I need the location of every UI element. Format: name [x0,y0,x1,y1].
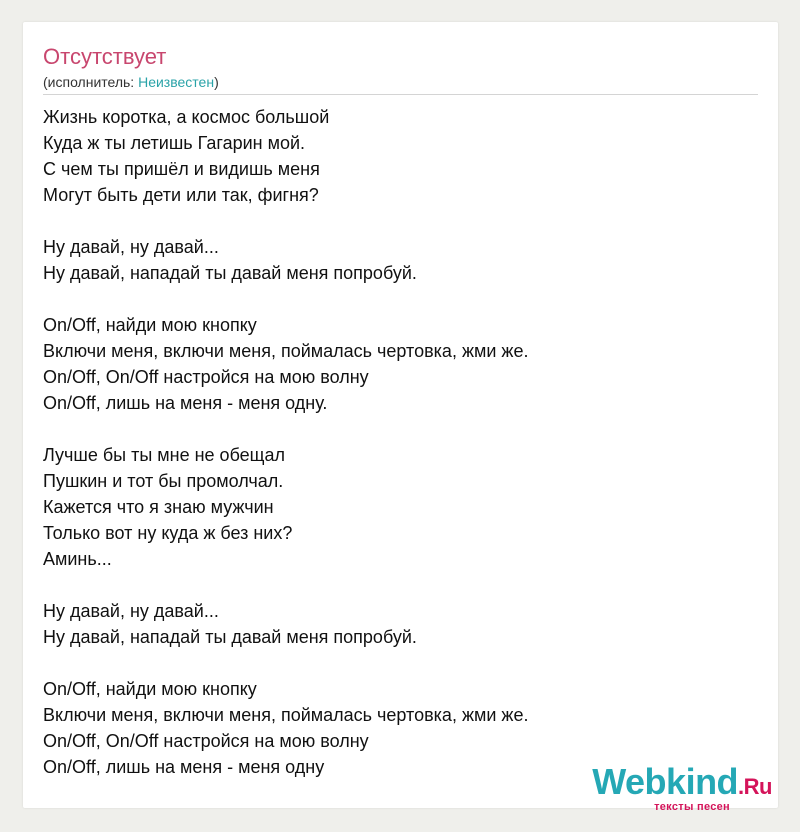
lyrics-line: On/Off, найди мою кнопку [43,679,257,699]
logo-brand-main: Webkind [592,761,739,802]
artist-line [43,73,219,91]
lyrics-line: Пушкин и тот бы промолчал. [43,471,284,491]
lyrics-blank-line [43,208,758,234]
lyrics-line: Включи меня, включи меня, поймалась чертовка, жми же. [43,341,529,361]
lyrics-line: Ну давай, ну давай... [43,601,219,621]
lyrics-line: On/Off, On/Off настройся на мою волну [43,367,369,387]
lyrics-line: Ну давай, нападай ты давай меня попробуй. [43,263,417,283]
lyrics-blank-line [43,416,758,442]
lyrics-blank-line [43,650,758,676]
lyrics-line: On/Off, лишь на меня - меня одну. [43,393,328,413]
lyrics-line: Ну давай, нападай ты давай меня попробуй. [43,627,417,647]
header-divider [43,94,758,95]
lyrics-blank-line [43,572,758,598]
lyrics-line: Ну давай, ну давай... [43,237,219,257]
lyrics-text [43,104,758,780]
lyrics-line: On/Off, лишь на меня - меня одну [43,757,325,777]
lyrics-line: Кажется что я знаю мужчин [43,497,274,517]
lyrics-line: Аминь... [43,549,112,569]
lyrics-line: С чем ты пришёл и видишь меня [43,159,320,179]
lyrics-line: On/Off, найди мою кнопку [43,315,257,335]
lyrics-line: Куда ж ты летишь Гагарин мой. [43,133,306,153]
artist-link[interactable]: Неизвестен [138,74,215,90]
lyrics-line: Могут быть дети или так, фигня? [43,185,319,205]
lyrics-line: Только вот ну куда ж без них? [43,523,293,543]
lyrics-blank-line [43,286,758,312]
logo-tagline: тексты песен [654,801,730,813]
artist-prefix: (исполнитель: [43,74,139,90]
logo-brand-tld: .Ru [738,774,772,799]
lyrics-line: On/Off, On/Off настройся на мою волну [43,731,369,751]
artist-suffix: ) [214,74,219,90]
webkind-logo[interactable] [592,761,772,813]
song-title: Отсутствует [43,44,167,69]
logo-wordmark [592,761,772,802]
lyrics-line: Лучше бы ты мне не обещал [43,445,286,465]
lyrics-line: Жизнь коротка, а космос большой [43,107,330,127]
lyrics-line: Включи меня, включи меня, поймалась чертовка, жми же. [43,705,529,725]
